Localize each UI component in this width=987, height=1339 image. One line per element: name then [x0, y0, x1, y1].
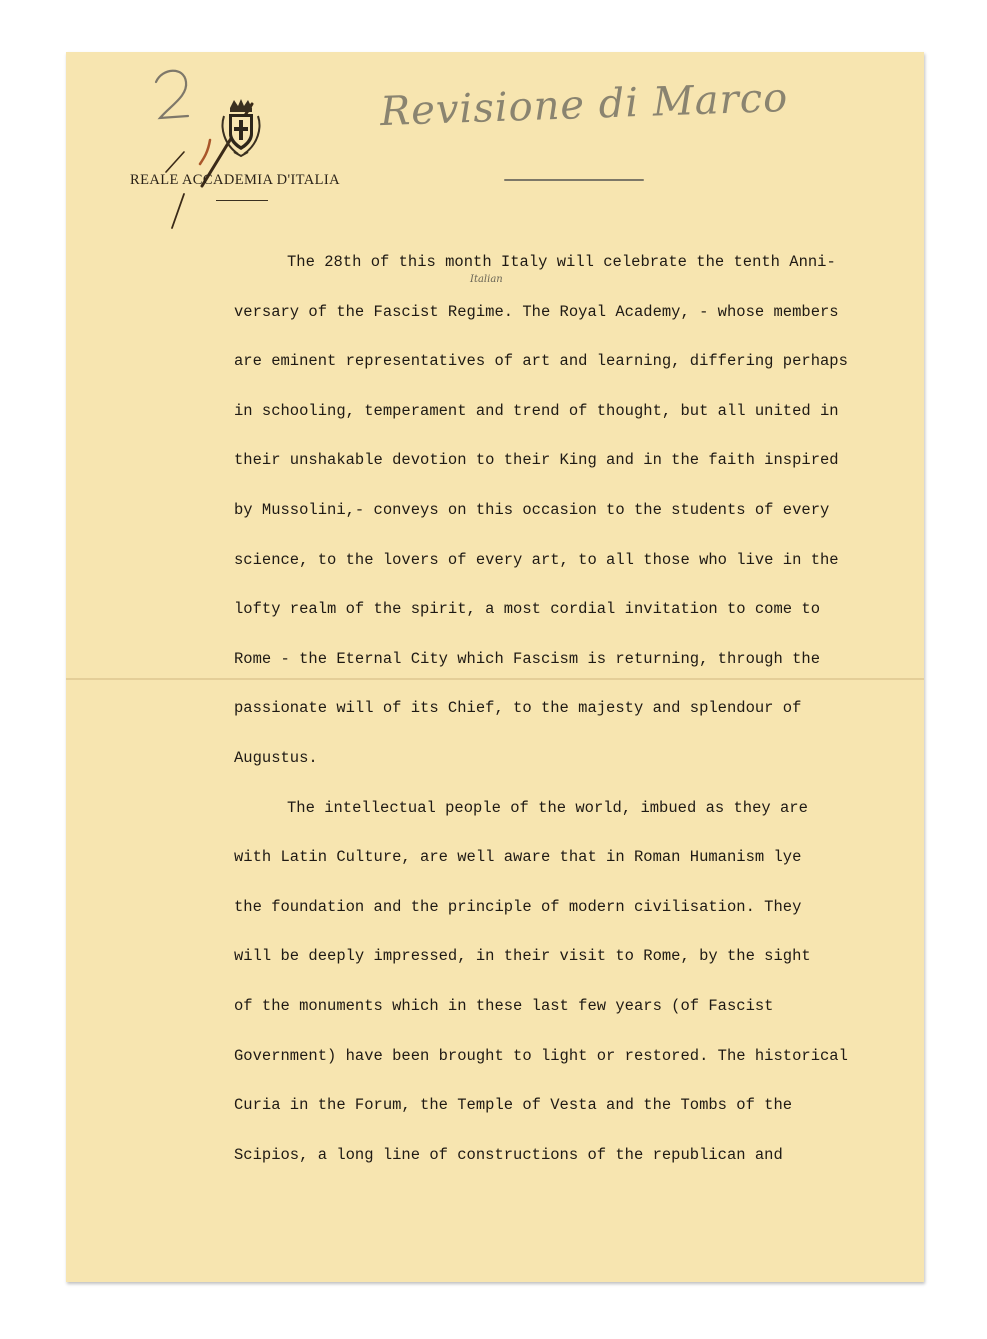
body-line: lofty realm of the spirit, a most cordial invitation to come to	[234, 600, 820, 619]
body-line: The 28th of this month Italy will celebrate the tenth Anni-	[287, 253, 836, 271]
body-line: passionate will of its Chief, to the majesty and splendour of	[234, 699, 802, 718]
body-line: Curia in the Forum, the Temple of Vesta and the Tombs of the	[234, 1096, 793, 1115]
royal-academy-crest-icon	[220, 98, 262, 158]
body-line: with Latin Culture, are well aware that in Roman Humanism lye	[234, 848, 802, 867]
body-line: are eminent representatives of art and learning, differing perhaps	[234, 352, 848, 371]
letter-page	[66, 52, 924, 1282]
body-line: in schooling, temperament and trend of thought, but all united in	[234, 401, 839, 420]
body-line: Scipios, a long line of constructions of the republican and	[234, 1145, 783, 1164]
body-line: of the monuments which in these last few years (of Fascist	[234, 996, 774, 1015]
body-line: science, to the lovers of every art, to all those who live in the	[234, 550, 839, 569]
body-line: Rome - the Eternal City which Fascism is returning, through the	[234, 649, 820, 668]
institution-name: REALE ACCADEMIA D'ITALIA	[130, 172, 341, 188]
header-divider	[216, 200, 268, 201]
body-line: Government) have been brought to light or restored. The historical	[234, 1046, 848, 1065]
body-line: the foundation and the principle of modern civilisation. They	[234, 897, 802, 916]
body-line: versary of the Fascist Regime. The Royal Academy, - whose members	[234, 302, 839, 321]
body-line: will be deeply impressed, in their visit to Rome, by the sight	[234, 947, 811, 966]
body-line: their unshakable devotion to their King and in the faith inspired	[234, 451, 839, 470]
body-line: Augustus.	[234, 748, 318, 767]
letter-body	[234, 238, 924, 1180]
body-line: by Mussolini,- conveys on this occasion to the students of every	[234, 500, 830, 519]
body-line: The intellectual people of the world, imbued as they are	[287, 798, 808, 817]
handwritten-title: Revisione di Marco	[379, 74, 789, 136]
handwritten-underline	[504, 179, 644, 181]
handwritten-insertion: Italian	[470, 274, 503, 285]
